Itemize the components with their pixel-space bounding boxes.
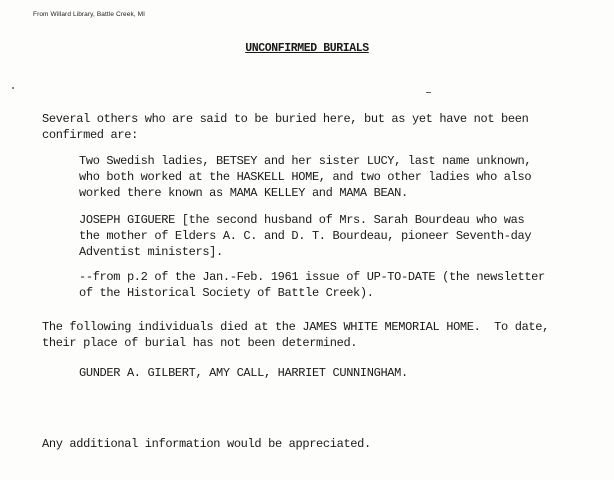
entry-line: --from p.2 of the Jan.-Feb. 1961 issue of UP-TO-DATE (the newsletter (79, 270, 545, 284)
intro-line: Several others who are said to be buried here, but as yet have not been (42, 112, 529, 126)
entry-swedish-ladies (79, 153, 531, 201)
memorial-home-paragraph (42, 319, 549, 351)
entry-line: worked there known as MAMA KELLEY and MAMA BEAN. (79, 186, 408, 200)
entry-line: JOSEPH GIGUERE [the second husband of Mrs. Sarah Bourdeau who was (79, 213, 525, 227)
scan-speck (12, 87, 14, 89)
entry-line: Two Swedish ladies, BETSEY and her sister LUCY, last name unknown, (79, 154, 532, 168)
memorial-line: their place of burial has not been determined. (42, 336, 358, 350)
entry-line: of the Historical Society of Battle Creek). (79, 286, 374, 300)
source-note: From Willard Library, Battle Creek, MI (33, 11, 146, 18)
closing-line: Any additional information would be appreciated. (42, 437, 371, 451)
intro-line: confirmed are: (42, 128, 138, 142)
scan-speck (426, 92, 431, 93)
entry-line: who both worked at the HASKELL HOME, and two other ladies who also (79, 170, 532, 184)
entry-citation (79, 269, 545, 301)
entry-line: Adventist ministers]. (79, 245, 223, 259)
entry-line: the mother of Elders A. C. and D. T. Bourdeau, pioneer Seventh-day (79, 229, 532, 243)
entry-joseph-giguere (79, 212, 531, 260)
intro-paragraph (42, 111, 528, 143)
names-list: GUNDER A. GILBERT, AMY CALL, HARRIET CUNNINGHAM. (79, 366, 408, 380)
memorial-line: The following individuals died at the JAMES WHITE MEMORIAL HOME. To date, (42, 320, 549, 334)
document-title: UNCONFIRMED BURIALS (245, 42, 369, 55)
